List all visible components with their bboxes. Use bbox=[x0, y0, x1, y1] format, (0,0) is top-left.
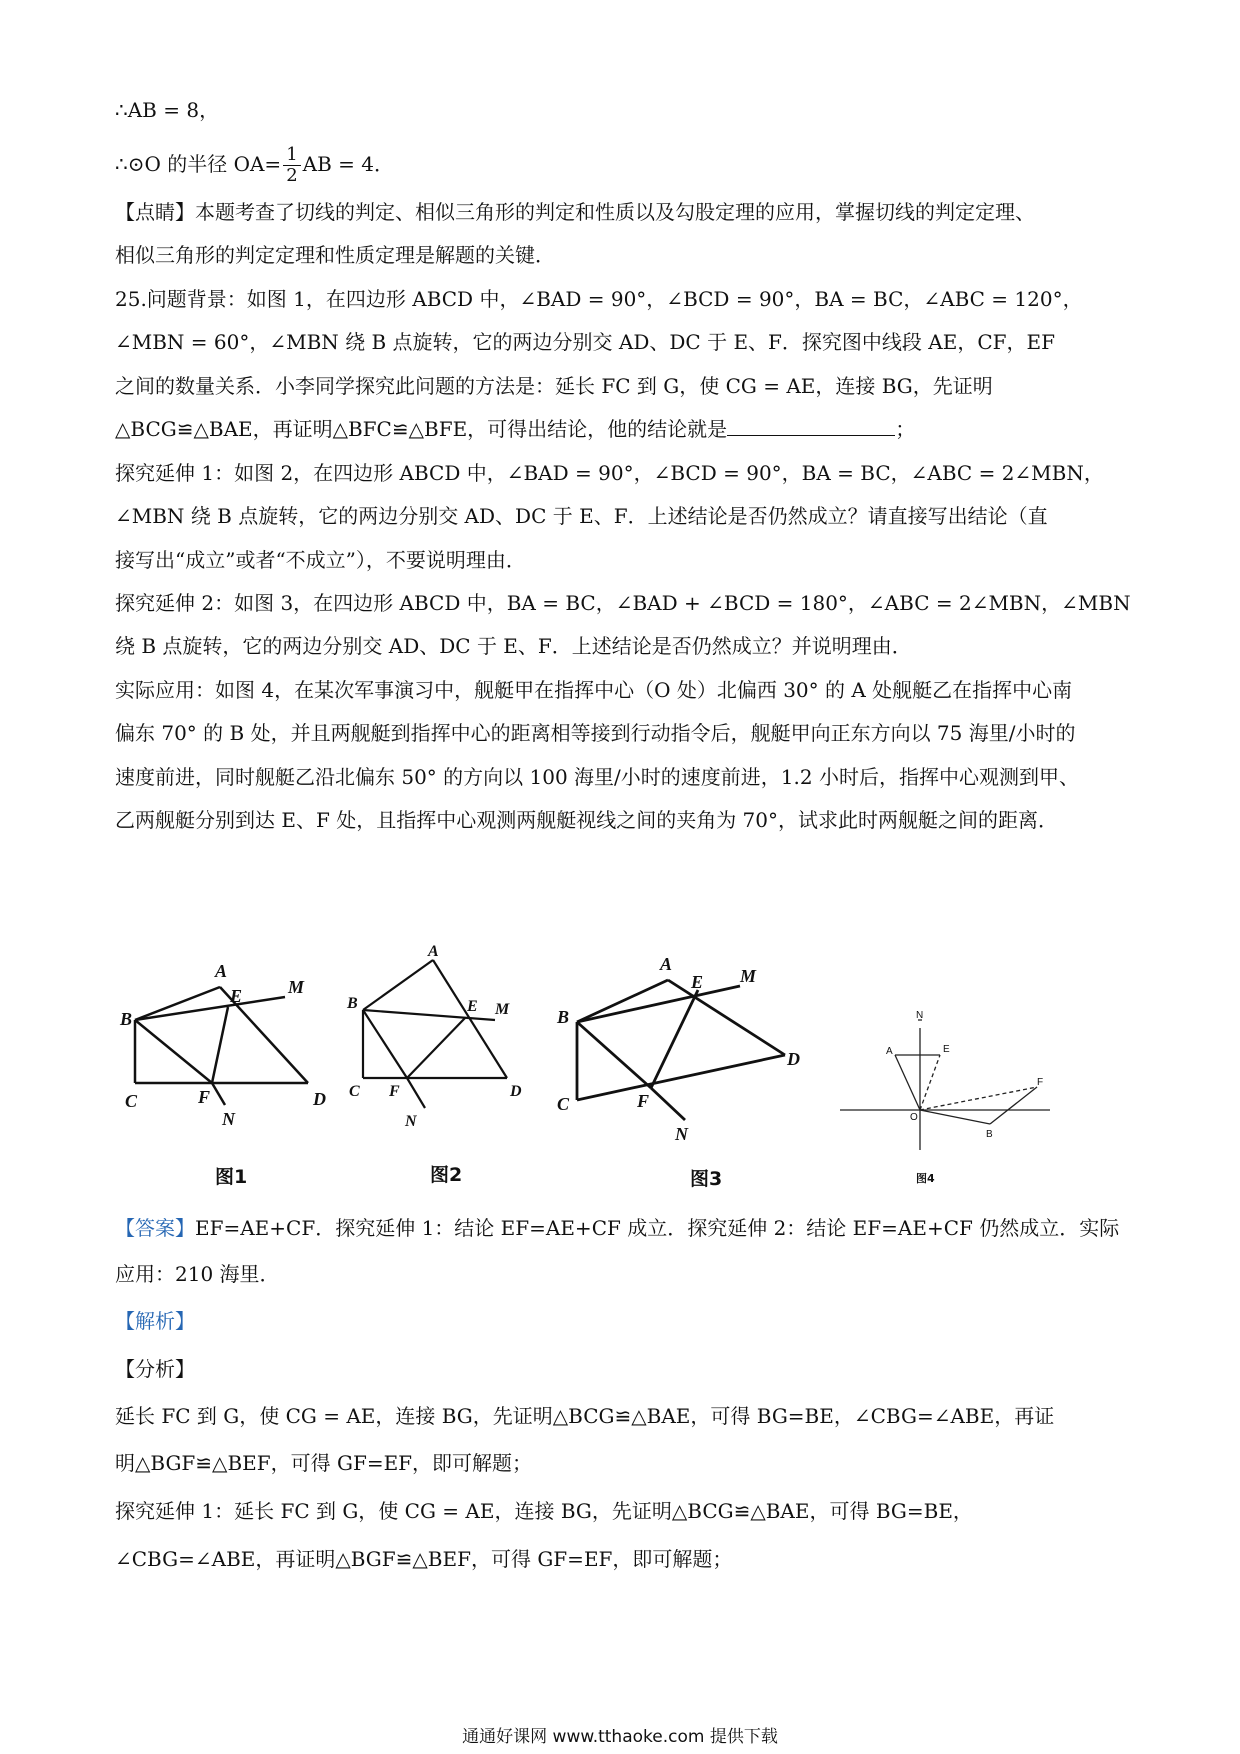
label-e: E bbox=[943, 1044, 950, 1055]
text-line: ∠CBG=∠ABE，再证明△BGF≌△BEF，可得 GF=EF，即可解题； bbox=[115, 1547, 733, 1571]
text-segment: 本题考查了切线的判定、相似三角形的判定和性质以及勾股定理的应用，掌握切线的判定定理、 bbox=[195, 200, 1035, 224]
label-c: C bbox=[125, 1091, 138, 1111]
text-line: 探究延伸 1：如图 2，在四边形 ABCD 中，∠BAD = 90°，∠BCD = 90°，BA = BC，∠ABC = 2∠MBN， bbox=[115, 461, 1104, 485]
label-f: F bbox=[1037, 1077, 1044, 1088]
text-segment: ； bbox=[895, 417, 916, 441]
label-a: A bbox=[660, 954, 673, 974]
text-line: ∠MBN = 60°，∠MBN 绕 B 点旋转，它的两边分别交 AD、DC 于 E、F．探究图中线段 AE，CF，EF bbox=[115, 330, 1055, 354]
label-b: B bbox=[347, 995, 358, 1012]
label-e: E bbox=[467, 998, 478, 1015]
analysis-tag: 【解析】 bbox=[115, 1309, 195, 1333]
text-line bbox=[115, 198, 1135, 226]
label-b: B bbox=[120, 1009, 133, 1029]
label-e: E bbox=[230, 986, 243, 1006]
tag: 【点睛】 bbox=[115, 200, 195, 224]
text-line: ∠MBN 绕 B 点旋转，它的两边分别交 AD、DC 于 E、F．上述结论是否仍然成立？请直接写出结论（直 bbox=[115, 504, 1048, 528]
text-segment: EF=AE+CF．探究延伸 1：结论 EF=AE+CF 成立．探究延伸 2：结论 EF=AE+CF 仍然成立．实际 bbox=[195, 1216, 1120, 1240]
text-line: 探究延伸 1：延长 FC 到 G，使 CG = AE，连接 BG，先证明△BCG≌△BAE，可得 BG=BE， bbox=[115, 1499, 973, 1523]
label-c: C bbox=[349, 1083, 360, 1100]
label-d: D bbox=[313, 1089, 326, 1109]
label-e: E bbox=[691, 972, 704, 992]
label-o: O bbox=[910, 1112, 918, 1123]
label-n: N bbox=[405, 1113, 417, 1130]
figure-1 bbox=[120, 955, 340, 1144]
figure-3 bbox=[555, 950, 805, 1144]
figure-4-caption: 图4 bbox=[916, 1172, 935, 1185]
text-line: 接写出“成立”或者“不成立”），不要说明理由． bbox=[115, 548, 526, 572]
answer-blank bbox=[727, 417, 895, 436]
text-line bbox=[115, 1214, 1135, 1242]
text-line: 延长 FC 到 G，使 CG = AE，连接 BG，先证明△BCG≌△BAE，可得 BG=BE，∠CBG=∠ABE，再证 bbox=[115, 1404, 1055, 1428]
text-line: 明△BGF≌△BEF，可得 GF=EF，即可解题； bbox=[115, 1451, 533, 1475]
figure-4-diagram bbox=[840, 1000, 1060, 1170]
text-line: 之间的数量关系．小李同学探究此问题的方法是：延长 FC 到 G，使 CG = AE，连接 BG，先证明 bbox=[115, 374, 993, 398]
text-segment: ∴⊙O 的半径 OA= bbox=[115, 152, 282, 176]
fraction-denominator: 2 bbox=[286, 165, 298, 186]
label-d: D bbox=[510, 1083, 522, 1100]
text-line: 偏东 70° 的 B 处，并且两舰艇到指挥中心的距离相等接到行动指令后，舰艇甲向正东方向以 75 海里/小时的 bbox=[115, 721, 1076, 745]
text-segment: △BCG≌△BAE，再证明△BFC≌△BFE，可得出结论，他的结论就是 bbox=[115, 417, 728, 441]
label-a: A bbox=[428, 943, 439, 960]
label-d: D bbox=[787, 1049, 800, 1069]
figure-2-caption: 图2 bbox=[430, 1164, 463, 1186]
text-segment: AB = 4． bbox=[302, 152, 394, 176]
text-line: 绕 B 点旋转，它的两边分别交 AD、DC 于 E、F．上述结论是否仍然成立？并说明理由． bbox=[115, 634, 912, 658]
label-c: C bbox=[557, 1094, 570, 1114]
figure-2 bbox=[345, 943, 535, 1142]
fraction-numerator: 1 bbox=[283, 145, 300, 166]
text-line bbox=[115, 415, 1135, 443]
figure-3-diagram bbox=[555, 950, 805, 1144]
fraction bbox=[283, 145, 300, 186]
figure-3-caption: 图3 bbox=[690, 1168, 723, 1190]
label-m: M bbox=[288, 977, 305, 997]
label-b: B bbox=[557, 1007, 570, 1027]
label-b: B bbox=[986, 1129, 993, 1140]
text-line: 速度前进，同时舰艇乙沿北偏东 50° 的方向以 100 海里/小时的速度前进，1.2 小时后，指挥中心观测到甲、 bbox=[115, 765, 1079, 789]
text-line-with-fraction bbox=[115, 140, 1135, 188]
text-line: 实际应用：如图 4，在某次军事演习中，舰艇甲在指挥中心（O 处）北偏西 30° 的 A 处舰艇乙在指挥中心南 bbox=[115, 678, 1073, 702]
figure-4 bbox=[840, 1000, 1060, 1174]
label-f: F bbox=[389, 1083, 400, 1100]
text-line: ∴AB = 8， bbox=[115, 98, 220, 122]
label-m: M bbox=[740, 966, 757, 986]
figure-1-caption: 图1 bbox=[215, 1166, 248, 1188]
text-line: 25.问题背景：如图 1，在四边形 ABCD 中，∠BAD = 90°，∠BCD = 90°，BA = BC，∠ABC = 120°， bbox=[115, 287, 1083, 311]
label-n: N bbox=[916, 1010, 924, 1021]
label-n: N bbox=[222, 1109, 235, 1129]
text-line: 应用：210 海里． bbox=[115, 1262, 280, 1286]
text-line: 乙两舰艇分别到达 E、F 处，且指挥中心观测两舰艇视线之间的夹角为 70°，试求此时两舰艇之间的距离． bbox=[115, 808, 1058, 832]
label-n: N bbox=[675, 1124, 688, 1144]
label-m: M bbox=[495, 1001, 510, 1018]
text-line: 相似三角形的判定定理和性质定理是解题的关键． bbox=[115, 243, 555, 267]
label-f: F bbox=[637, 1091, 650, 1111]
label-a: A bbox=[215, 961, 228, 981]
figure-2-diagram bbox=[345, 943, 535, 1138]
page-footer: 通通好课网 www.tthaoke.com 提供下载 bbox=[462, 1727, 778, 1747]
label-f: F bbox=[198, 1087, 211, 1107]
text-line: 探究延伸 2：如图 3，在四边形 ABCD 中，BA = BC，∠BAD + ∠BCD = 180°，∠ABC = 2∠MBN，∠MBN bbox=[115, 591, 1131, 615]
label-a: A bbox=[886, 1046, 893, 1057]
answer-tag: 【答案】 bbox=[115, 1216, 195, 1240]
section-tag: 【分析】 bbox=[115, 1357, 195, 1381]
figure-1-diagram bbox=[120, 955, 340, 1140]
